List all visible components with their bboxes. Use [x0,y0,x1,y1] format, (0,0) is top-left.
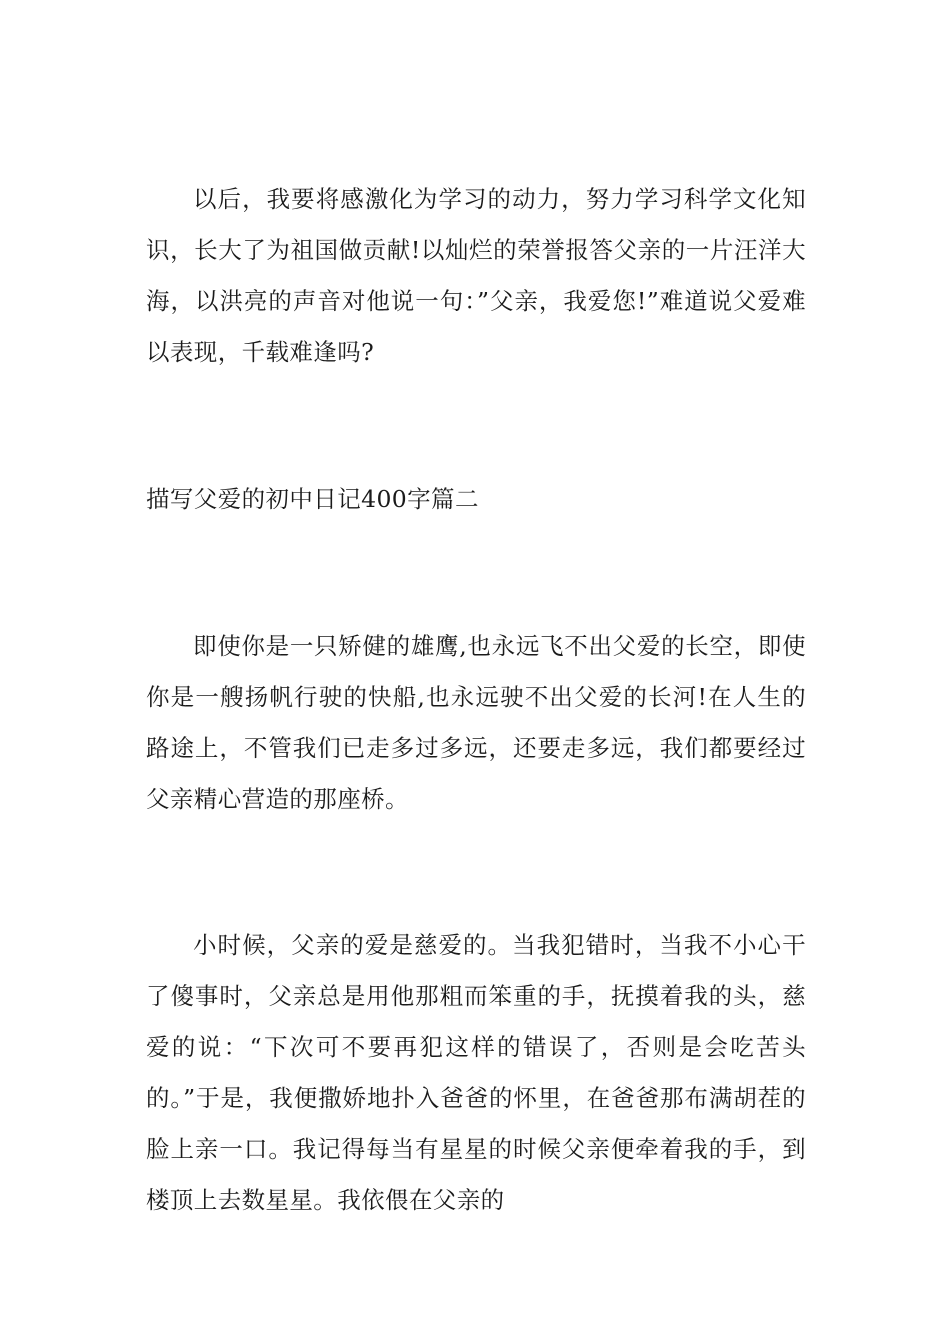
paragraph-gratitude: 以后，我要将感激化为学习的动力，努力学习科学文化知识，长大了为祖国做贡献!以灿烂的荣誉报答父亲的一片汪洋大海，以洪亮的声音对他说一句：”父亲，我爱您!”难道说父爱难以表现，千载难逢吗? [146,185,806,366]
paragraph-eagle: 即使你是一只矫健的雄鹰,也永远飞不出父爱的长空，即使你是一艘扬帆行驶的快船,也永远驶不出父爱的长河!在人生的路途上，不管我们已走多过多远，还要走多远，我们都要经过父亲精心营造的那座桥。 [146,632,806,813]
section-heading: 描写父爱的初中日记400字篇二 [146,485,479,513]
paragraph-childhood: 小时候，父亲的爱是慈爱的。当我犯错时，当我不小心干了傻事时，父亲总是用他那粗而笨重的手，抚摸着我的头，慈爱的说：“下次可不要再犯这样的错误了，否则是会吃苦头的。”于是，我便撒娇地扑入爸爸的怀里，在爸爸那布满胡茬的脸上亲一口。我记得每当有星星的时候父亲便牵着我的手，到楼顶上去数星星。我依偎在父亲的 [146,931,806,1214]
